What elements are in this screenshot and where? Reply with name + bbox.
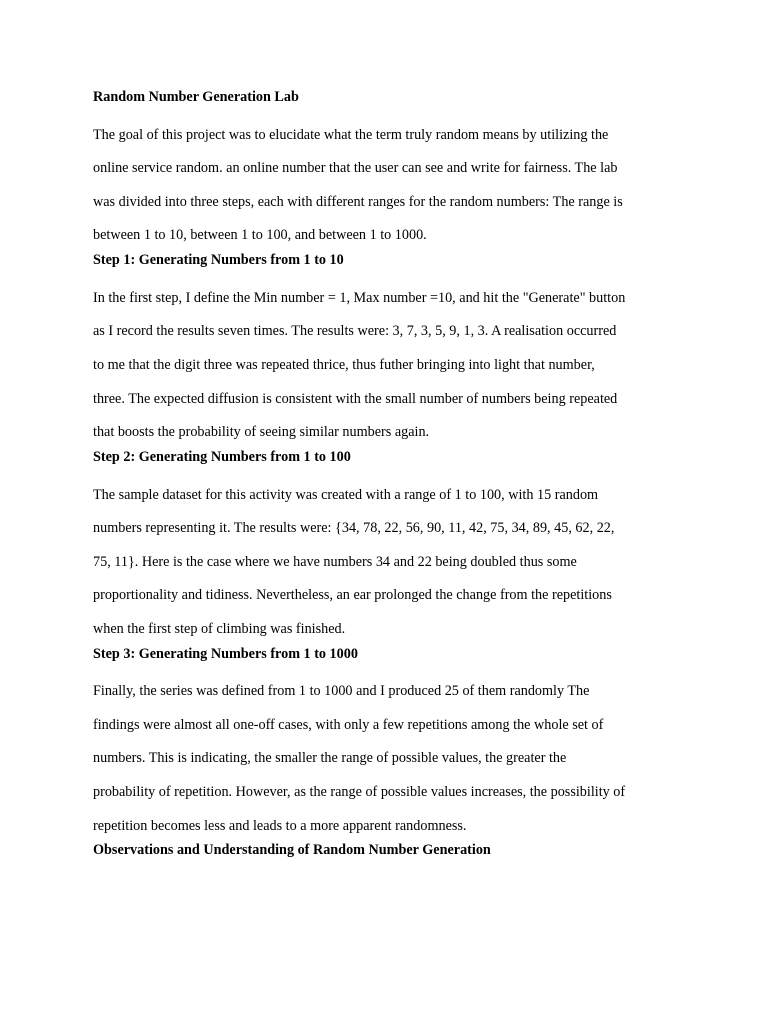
step3-heading: Step 3: Generating Numbers from 1 to 1000	[93, 645, 358, 662]
step3-line: numbers. This is indicating, the smaller the range of possible values, the greater the	[93, 750, 567, 767]
step2-line: proportionality and tidiness. Nevertheless, an ear prolonged the change from the repetitions	[93, 587, 612, 604]
intro-line: The goal of this project was to elucidate what the term truly random means by utilizing the	[93, 126, 609, 143]
step2-heading: Step 2: Generating Numbers from 1 to 100	[93, 448, 351, 465]
document-page	[93, 85, 685, 872]
step2-line: when the first step of climbing was finished.	[93, 620, 346, 637]
step2-line: 75, 11}. Here is the case where we have numbers 34 and 22 being doubled thus some	[93, 553, 577, 570]
step3-line: repetition becomes less and leads to a more apparent randomness.	[93, 817, 467, 834]
step3-line: Finally, the series was defined from 1 to 1000 and I produced 25 of them randomly The	[93, 683, 590, 700]
document-title: Random Number Generation Lab	[93, 89, 299, 105]
step2-paragraph	[93, 479, 685, 647]
step1-paragraph	[93, 282, 685, 450]
intro-paragraph	[93, 119, 685, 253]
step1-line: three. The expected diffusion is consistent with the small number of numbers being repeated	[93, 390, 618, 407]
observations-heading: Observations and Understanding of Random Number Generation	[93, 842, 491, 859]
step1-line: to me that the digit three was repeated thrice, thus futher bringing into light that number,	[93, 356, 595, 373]
step1-line: that boosts the probability of seeing similar numbers again.	[93, 424, 430, 441]
step2-line: The sample dataset for this activity was created with a range of 1 to 100, with 15 random	[93, 486, 599, 503]
step1-line: In the first step, I define the Min number = 1, Max number =10, and hit the "Generate" button	[93, 289, 626, 306]
step3-paragraph	[93, 675, 685, 843]
intro-line: between 1 to 10, between 1 to 100, and between 1 to 1000.	[93, 227, 427, 244]
step1-line: as I record the results seven times. The results were: 3, 7, 3, 5, 9, 1, 3. A realisation occurred	[93, 323, 617, 340]
intro-line: was divided into three steps, each with different ranges for the random numbers: The range is	[93, 193, 623, 210]
step3-line: findings were almost all one-off cases, with only a few repetitions among the whole set of	[93, 716, 604, 733]
intro-line: online service random. an online number that the user can see and write for fairness. The lab	[93, 160, 618, 177]
step1-heading: Step 1: Generating Numbers from 1 to 10	[93, 252, 344, 269]
step3-line: probability of repetition. However, as the range of possible values increases, the possibility of	[93, 784, 626, 801]
step2-line: numbers representing it. The results were: {34, 78, 22, 56, 90, 11, 42, 75, 34, 89, 45, 62, 22,	[93, 520, 615, 537]
